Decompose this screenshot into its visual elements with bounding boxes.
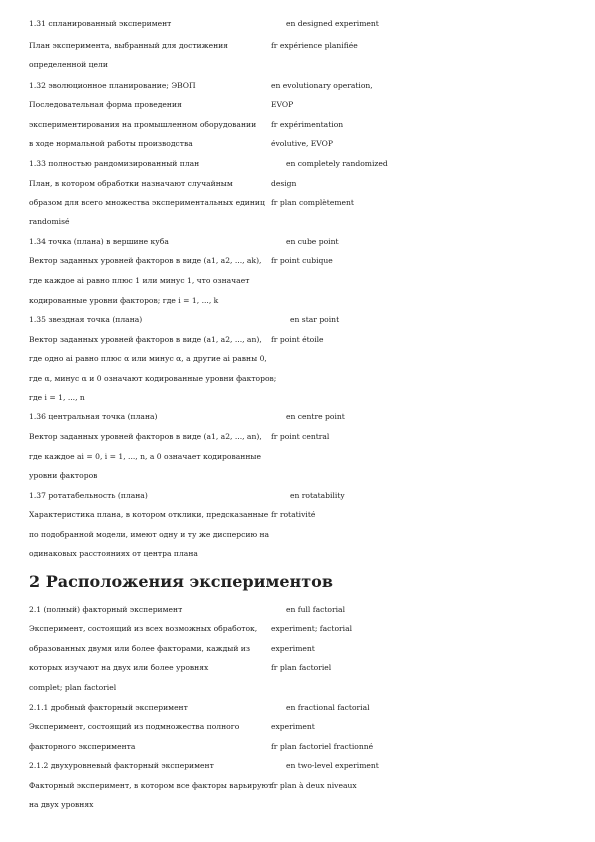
definition-line: где α, минус α и 0 означают кодированные уровни факторов; <box>29 374 277 383</box>
definition-line: в ходе нормальной работы производства <box>29 139 193 148</box>
translation-line: fr point cubique <box>271 256 333 265</box>
term-heading-1-34: 1.34 точка (плана) в вершине куба <box>29 237 169 246</box>
term-heading-2-1: 2.1 (полный) факторный эксперимент <box>29 605 183 614</box>
definition-line: где каждое ai = 0, i = 1, ..., n, а 0 означает кодированные <box>29 452 261 461</box>
term-heading-1-36: 1.36 центральная точка (плана) <box>29 412 158 421</box>
translation-line: fr plan factoriel fractionné <box>271 742 374 751</box>
translation-line: EVOP <box>271 100 294 109</box>
term-translation-2-1-1: en fractional factorial <box>286 703 370 712</box>
definition-line: Эксперимент, состоящий из подмножества полного <box>29 722 240 731</box>
definition-line: факторного эксперимента <box>29 742 136 751</box>
term-heading-1-31: 1.31 спланированный эксперимент <box>29 19 172 28</box>
section-heading: 2 Расположения экспериментов <box>29 572 333 591</box>
translation-line: fr expérimentation <box>271 120 344 129</box>
term-translation-2-1-2: en two-level experiment <box>286 761 379 770</box>
translation-line: experiment <box>271 722 315 731</box>
translation-line: fr plan factoriel <box>271 663 332 672</box>
term-translation-1-34: en cube point <box>286 237 339 246</box>
definition-line: План, в котором обработки назначают случайным <box>29 179 233 188</box>
term-translation-1-36: en centre point <box>286 412 345 421</box>
translation-line: experiment; factorial <box>271 624 353 633</box>
translation-line: évolutive, EVOP <box>271 139 333 148</box>
term-translation-1-37: en rotatability <box>290 491 345 500</box>
term-heading-2-1-2: 2.1.2 двухуровневый факторный эксперимент <box>29 761 214 770</box>
term-translation-2-1: en full factorial <box>286 605 345 614</box>
definition-line: Вектор заданных уровней факторов в виде (a1, a2, ..., an), <box>29 335 262 344</box>
term-heading-1-33: 1.33 полностью рандомизированный план <box>29 159 200 168</box>
definition-line: randomisé <box>29 217 70 226</box>
term-heading-2-1-1: 2.1.1 дробный факторный эксперимент <box>29 703 188 712</box>
translation-line: fr rotativité <box>271 510 316 519</box>
definition-line: где каждое ai равно плюс 1 или минус 1, что означает <box>29 276 250 285</box>
definition-line: которых изучают на двух или более уровнях <box>29 663 209 672</box>
definition-line: Характеристика плана, в котором отклики, предсказанные <box>29 510 269 519</box>
definition-line: Вектор заданных уровней факторов в виде (a1, a2, ..., ak), <box>29 256 262 265</box>
definition-line: определенной цели <box>29 60 108 69</box>
translation-line: fr point étoile <box>271 335 324 344</box>
definition-line: образованных двумя или более факторами, каждый из <box>29 644 251 653</box>
term-heading-1-32: 1.32 эволюционное планирование; ЭВОП <box>29 81 196 90</box>
translation-line: fr plan à deux niveaux <box>271 781 357 790</box>
translation-line: fr plan complètement <box>271 198 354 207</box>
term-heading-1-35: 1.35 звездная точка (плана) <box>29 315 143 324</box>
definition-line: по подобранной модели, имеют одну и ту же дисперсию на <box>29 530 270 539</box>
term-heading-1-37: 1.37 ротатабельность (плана) <box>29 491 148 500</box>
definition-line: Последовательная форма проведения <box>29 100 182 109</box>
term-translation-1-33: en completely randomized <box>286 159 388 168</box>
definition-line: План эксперимента, выбранный для достижения <box>29 41 228 50</box>
translation-line: experiment <box>271 644 315 653</box>
term-translation-1-31: en designed experiment <box>286 19 379 28</box>
definition-line: одинаковых расстояниях от центра плана <box>29 549 198 558</box>
term-translation-1-32: en evolutionary operation, <box>271 81 373 90</box>
translation-line: design <box>271 179 297 188</box>
term-translation-1-35: en star point <box>290 315 340 324</box>
definition-line: complet; plan factoriel <box>29 683 117 692</box>
definition-line: кодированные уровни факторов; где i = 1, ..., k <box>29 296 219 305</box>
definition-line: где i = 1, ..., n <box>29 393 85 402</box>
definition-line: Факторный эксперимент, в котором все факторы варьируют <box>29 781 273 790</box>
definition-line: где одно ai равно плюс α или минус α, а другие ai равны 0, <box>29 354 267 363</box>
definition-line: уровни факторов <box>29 471 98 480</box>
definition-line: Эксперимент, состоящий из всех возможных обработок, <box>29 624 258 633</box>
translation-line: fr point central <box>271 432 330 441</box>
definition-line: Вектор заданных уровней факторов в виде (a1, a2, ..., an), <box>29 432 262 441</box>
definition-line: образом для всего множества экспериментальных единиц <box>29 198 265 207</box>
translation-line: fr expérience planifiée <box>271 41 358 50</box>
definition-line: на двух уровнях <box>29 800 94 809</box>
definition-line: экспериментирования на промышленном оборудовании <box>29 120 257 129</box>
